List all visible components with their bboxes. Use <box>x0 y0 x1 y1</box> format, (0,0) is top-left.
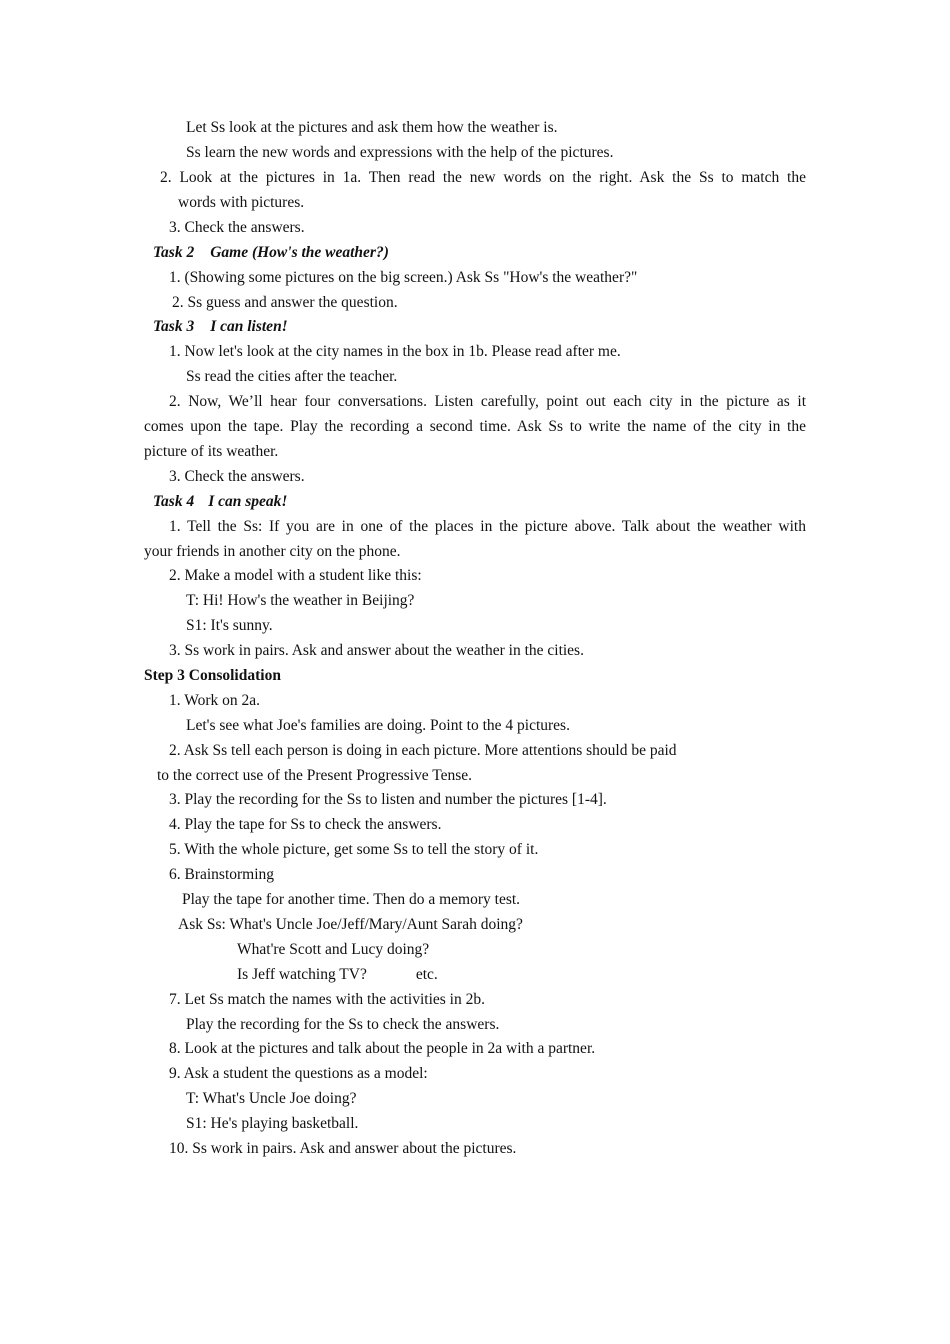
task-heading <box>153 317 288 337</box>
text-line: 1. Tell the Ss: If you are in one of the places in the picture above. Talk about the weather with <box>169 518 806 535</box>
text-line: T: What's Uncle Joe doing? <box>186 1090 357 1107</box>
text-line: 6. Brainstorming <box>169 866 275 883</box>
text-line: S1: It's sunny. <box>186 617 273 634</box>
text-line: 8. Look at the pictures and talk about the people in 2a with a partner. <box>169 1040 596 1057</box>
text-line: 2. Make a model with a student like this: <box>169 567 422 584</box>
text-line: 1. Now let's look at the city names in the box in 1b. Please read after me. <box>169 343 621 360</box>
etc-text: etc. <box>415 966 438 983</box>
text-line: your friends in another city on the phone. <box>144 543 401 560</box>
text-line: 4. Play the tape for Ss to check the answers. <box>169 816 442 833</box>
text-line: Play the recording for the Ss to check the answers. <box>186 1016 500 1033</box>
text-line: 7. Let Ss match the names with the activities in 2b. <box>169 991 485 1008</box>
task-heading <box>153 492 287 512</box>
text-line: 1. (Showing some pictures on the big screen.) Ask Ss "How's the weather?" <box>169 269 638 286</box>
text-line: Ask Ss: What's Uncle Joe/Jeff/Mary/Aunt Sarah doing? <box>178 916 523 933</box>
text-line: 2. Ss guess and answer the question. <box>172 294 398 311</box>
text-line: 1. Work on 2a. <box>169 692 261 709</box>
text-line: Ss learn the new words and expressions with the help of the pictures. <box>186 144 614 161</box>
text-line: 3. Ss work in pairs. Ask and answer about the weather in the cities. <box>169 642 584 659</box>
task-number: Task 3 <box>153 318 195 335</box>
text-line: 2. Look at the pictures in 1a. Then read the new words on the right. Ask the Ss to match the <box>160 169 806 186</box>
task-title: Game (How's the weather?) <box>210 244 389 261</box>
task-title: I can listen! <box>210 318 288 335</box>
text-line: comes upon the tape. Play the recording a second time. Ask Ss to write the name of the city in the <box>144 418 806 435</box>
task-heading <box>153 243 389 263</box>
text-line: 9. Ask a student the questions as a model: <box>169 1065 428 1082</box>
text-line: 5. With the whole picture, get some Ss to tell the story of it. <box>169 841 539 858</box>
text-line <box>237 965 438 985</box>
text-line: 2. Ask Ss tell each person is doing in each picture. More attentions should be paid <box>169 742 677 759</box>
text-line: Play the tape for another time. Then do a memory test. <box>182 891 521 908</box>
text-line: S1: He's playing basketball. <box>186 1115 359 1132</box>
text-line: Let's see what Joe's families are doing. Point to the 4 pictures. <box>186 717 570 734</box>
text-line: 2. Now, We’ll hear four conversations. Listen carefully, point out each city in the picture as it <box>169 393 806 410</box>
text-line: Ss read the cities after the teacher. <box>186 368 398 385</box>
task-number: Task 4 <box>153 493 195 510</box>
text-line: to the correct use of the Present Progressive Tense. <box>157 767 472 784</box>
question-text: Is Jeff watching TV? <box>237 966 367 983</box>
task-title: I can speak! <box>208 493 288 510</box>
step-heading: Step 3 Consolidation <box>144 667 281 684</box>
text-line: What're Scott and Lucy doing? <box>237 941 430 958</box>
text-line: 3. Check the answers. <box>169 468 305 485</box>
text-line: picture of its weather. <box>144 443 279 460</box>
text-line: 10. Ss work in pairs. Ask and answer about the pictures. <box>169 1140 517 1157</box>
text-line: words with pictures. <box>178 194 305 211</box>
text-line: 3. Check the answers. <box>169 219 305 236</box>
text-line: T: Hi! How's the weather in Beijing? <box>186 592 415 609</box>
text-line: Let Ss look at the pictures and ask them how the weather is. <box>186 119 558 136</box>
text-line: 3. Play the recording for the Ss to listen and number the pictures [1-4]. <box>169 791 607 808</box>
task-number: Task 2 <box>153 244 195 261</box>
